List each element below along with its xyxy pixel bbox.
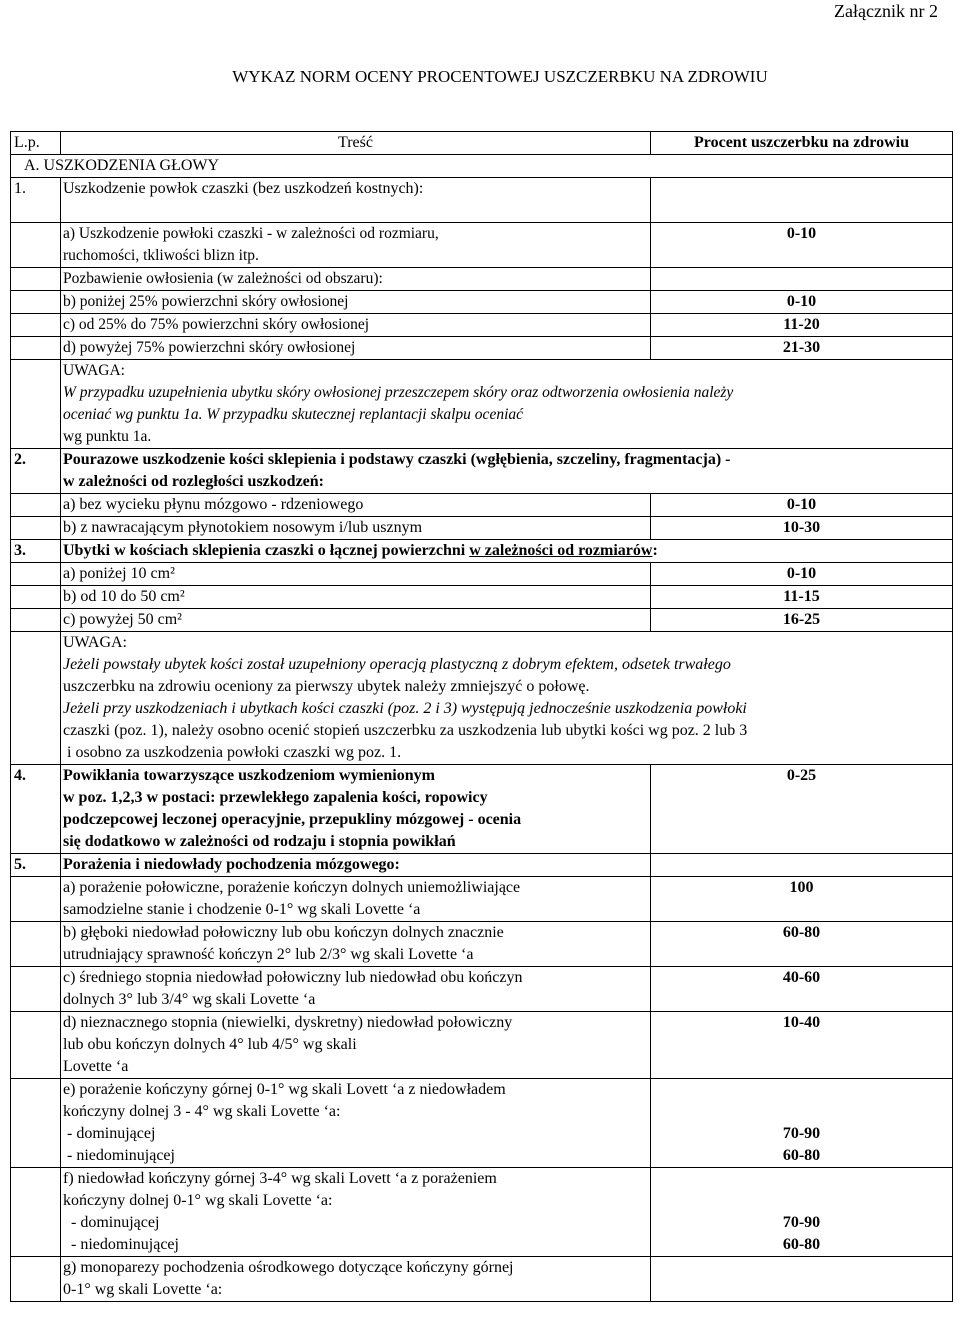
table-row bbox=[11, 223, 953, 268]
item-number: 3. bbox=[11, 540, 61, 563]
item-line: b) głęboki niedowład połowiczny lub obu kończyn dolnych znacznie bbox=[63, 924, 504, 941]
item-line: c) powyżej 50 cm² bbox=[61, 609, 651, 632]
table-row bbox=[11, 1079, 953, 1168]
note-line: uszczerbku na zdrowiu oceniony za pierwszy ubytek należy zmniejszyć o połowę. bbox=[63, 678, 590, 695]
item-line: się dodatkowo w zależności od rodzaju i stopnia powikłań bbox=[63, 833, 456, 850]
item-line: a) porażenie połowiczne, porażenie kończyn dolnych uniemożliwiające bbox=[63, 879, 521, 896]
table-row bbox=[11, 449, 953, 494]
note-label: UWAGA: bbox=[63, 634, 127, 651]
item-title: Ubytki w kościach sklepienia czaszki o łącznej powierzchni w zależności od rozmiarów: bbox=[61, 540, 953, 563]
item-line: ruchomości, tkliwości blizn itp. bbox=[63, 247, 259, 264]
injury-norms-table bbox=[10, 131, 953, 1302]
table-row bbox=[11, 609, 953, 632]
percent-value: 11-15 bbox=[651, 586, 953, 609]
item-line: podczepcowej leczonej operacyjnie, przepukliny mózgowej - ocenia bbox=[63, 811, 522, 828]
item-line: a) bez wycieku płynu mózgowo - rdzeniowego bbox=[61, 494, 651, 517]
percent-value: 100 bbox=[651, 877, 953, 922]
item-line: kończyny dolnej 0-1° wg skali Lovette ‘a: bbox=[63, 1192, 333, 1209]
table-header-row bbox=[11, 132, 953, 155]
percent-value: 0-10 bbox=[651, 223, 953, 268]
item-line: b) poniżej 25% powierzchni skóry owłosionej bbox=[61, 291, 651, 314]
table-row bbox=[11, 967, 953, 1012]
item-line: lub obu kończyn dolnych 4° lub 4/5° wg skali bbox=[63, 1036, 357, 1053]
section-a-title: A. USZKODZENIA GŁOWY bbox=[11, 155, 953, 178]
item-line: 0-1° wg skali Lovette ‘a: bbox=[63, 1281, 223, 1298]
header-lp: L.p. bbox=[11, 132, 61, 155]
percent-value: 0-10 bbox=[651, 563, 953, 586]
item-line: - niedominującej bbox=[63, 1147, 175, 1164]
item-line: - dominującej bbox=[63, 1214, 160, 1231]
table-row bbox=[11, 1012, 953, 1079]
table-row bbox=[11, 178, 953, 223]
percent-value: 60-80 bbox=[782, 1236, 821, 1253]
percent-value: 0-10 bbox=[651, 494, 953, 517]
table-row bbox=[11, 922, 953, 967]
header-content: Treść bbox=[61, 132, 651, 155]
percent-value: 0-10 bbox=[651, 291, 953, 314]
note-line: Jeżeli przy uszkodzeniach i ubytkach kości czaszki (poz. 2 i 3) występują jednocześnie uszkodzenia powłoki bbox=[63, 700, 747, 717]
table-row bbox=[11, 291, 953, 314]
item-line: d) nieznacznego stopnia (niewielki, dyskretny) niedowład połowiczny bbox=[63, 1014, 513, 1031]
note-line: W przypadku uzupełnienia ubytku skóry owłosionej przeszczepem skóry oraz odtworzenia owłosienia należy bbox=[63, 384, 734, 401]
item-number: 1. bbox=[11, 178, 61, 223]
percent-value: 70-90 bbox=[782, 1125, 821, 1142]
percent-value: 10-30 bbox=[651, 517, 953, 540]
item-line: a) poniżej 10 cm² bbox=[61, 563, 651, 586]
table-row bbox=[11, 1168, 953, 1257]
percent-value: 60-80 bbox=[651, 922, 953, 967]
note-line: czaszki (poz. 1), należy osobno ocenić stopień uszczerbku za uszkodzenia lub ubytki kości wg poz. 2 lub 3 bbox=[63, 722, 748, 739]
table-row bbox=[11, 337, 953, 360]
item-line: - niedominującej bbox=[63, 1236, 179, 1253]
item-line: g) monoparezy pochodzenia ośrodkowego dotyczące kończyny górnej bbox=[63, 1259, 514, 1276]
percent-value: 10-40 bbox=[651, 1012, 953, 1079]
percent-value: 21-30 bbox=[651, 337, 953, 360]
item-line: samodzielne stanie i chodzenie 0-1° wg skali Lovette ‘a bbox=[63, 901, 421, 918]
table-row bbox=[11, 877, 953, 922]
item-line: b) z nawracającym płynotokiem nosowym i/lub usznym bbox=[61, 517, 651, 540]
table-row bbox=[11, 494, 953, 517]
item-line: c) średniego stopnia niedowład połowiczny lub niedowład obu kończyn bbox=[63, 969, 523, 986]
section-row bbox=[11, 155, 953, 178]
item-line: utrudniający sprawność kończyn 2° lub 2/3° wg skali Lovette ‘a bbox=[63, 946, 474, 963]
item-line: e) porażenie kończyny górnej 0-1° wg skali Lovett ‘a z niedowładem bbox=[63, 1081, 506, 1098]
item-line: kończyny dolnej 3 - 4° wg skali Lovette ‘a: bbox=[63, 1103, 341, 1120]
item-line: f) niedowład kończyny górnej 3-4° wg skali Lovett ‘a z porażeniem bbox=[63, 1170, 497, 1187]
item-line: d) powyżej 75% powierzchni skóry owłosionej bbox=[61, 337, 651, 360]
item-line: Lovette ‘a bbox=[63, 1058, 129, 1075]
table-row bbox=[11, 1257, 953, 1302]
item-title: Uszkodzenie powłok czaszki (bez uszkodzeń kostnych): bbox=[61, 178, 651, 223]
percent-value: 40-60 bbox=[651, 967, 953, 1012]
item-line: - dominującej bbox=[63, 1125, 156, 1142]
item-number: 2. bbox=[11, 449, 61, 494]
item-number: 5. bbox=[11, 854, 61, 877]
item-line: Powikłania towarzyszące uszkodzeniom wymienionym bbox=[63, 767, 435, 784]
item-line: b) od 10 do 50 cm² bbox=[61, 586, 651, 609]
item-line: w poz. 1,2,3 w postaci: przewlekłego zapalenia kości, ropowicy bbox=[63, 789, 488, 806]
item-title: w zależności od rozległości uszkodzeń: bbox=[63, 473, 325, 490]
item-title: Porażenia i niedowłady pochodzenia mózgowego: bbox=[61, 854, 651, 877]
note-label: UWAGA: bbox=[63, 362, 125, 379]
item-line: a) Uszkodzenie powłoki czaszki - w zależności od rozmiaru, bbox=[63, 225, 439, 242]
percent-value: 0-25 bbox=[651, 765, 953, 854]
table-row bbox=[11, 632, 953, 765]
item-line: c) od 25% do 75% powierzchni skóry owłosionej bbox=[61, 314, 651, 337]
percent-value: 70-90 bbox=[782, 1214, 821, 1231]
percent-value: 16-25 bbox=[651, 609, 953, 632]
item-title: Pourazowe uszkodzenie kości sklepienia i podstawy czaszki (wgłębienia, szczeliny, fragmentacja) - bbox=[63, 451, 731, 468]
item-line: dolnych 3° lub 3/4° wg skali Lovette ‘a bbox=[63, 991, 316, 1008]
table-row bbox=[11, 314, 953, 337]
table-row bbox=[11, 765, 953, 854]
percent-value: 60-80 bbox=[782, 1147, 821, 1164]
table-row bbox=[11, 586, 953, 609]
item-number: 4. bbox=[11, 765, 61, 854]
annex-label: Załącznik nr 2 bbox=[834, 1, 938, 21]
note-line: wg punktu 1a. bbox=[63, 428, 152, 445]
percent-value: 11-20 bbox=[651, 314, 953, 337]
table-row bbox=[11, 540, 953, 563]
table-row bbox=[11, 268, 953, 291]
document-title: WYKAZ NORM OCENY PROCENTOWEJ USZCZERBKU NA ZDROWIU bbox=[232, 67, 768, 86]
table-row bbox=[11, 563, 953, 586]
item-line: Pozbawienie owłosienia (w zależności od obszaru): bbox=[61, 268, 651, 291]
note-line: Jeżeli powstały ubytek kości został uzupełniony operacją plastyczną z dobrym efektem, odsetek trwałego bbox=[63, 656, 731, 673]
table-row bbox=[11, 854, 953, 877]
header-percent: Procent uszczerbku na zdrowiu bbox=[651, 132, 953, 155]
note-line: oceniać wg punktu 1a. W przypadku skutecznej replantacji skalpu oceniać bbox=[63, 406, 524, 423]
table-row bbox=[11, 517, 953, 540]
note-line: i osobno za uszkodzenia powłoki czaszki wg poz. 1. bbox=[67, 744, 402, 761]
table-row bbox=[11, 360, 953, 449]
